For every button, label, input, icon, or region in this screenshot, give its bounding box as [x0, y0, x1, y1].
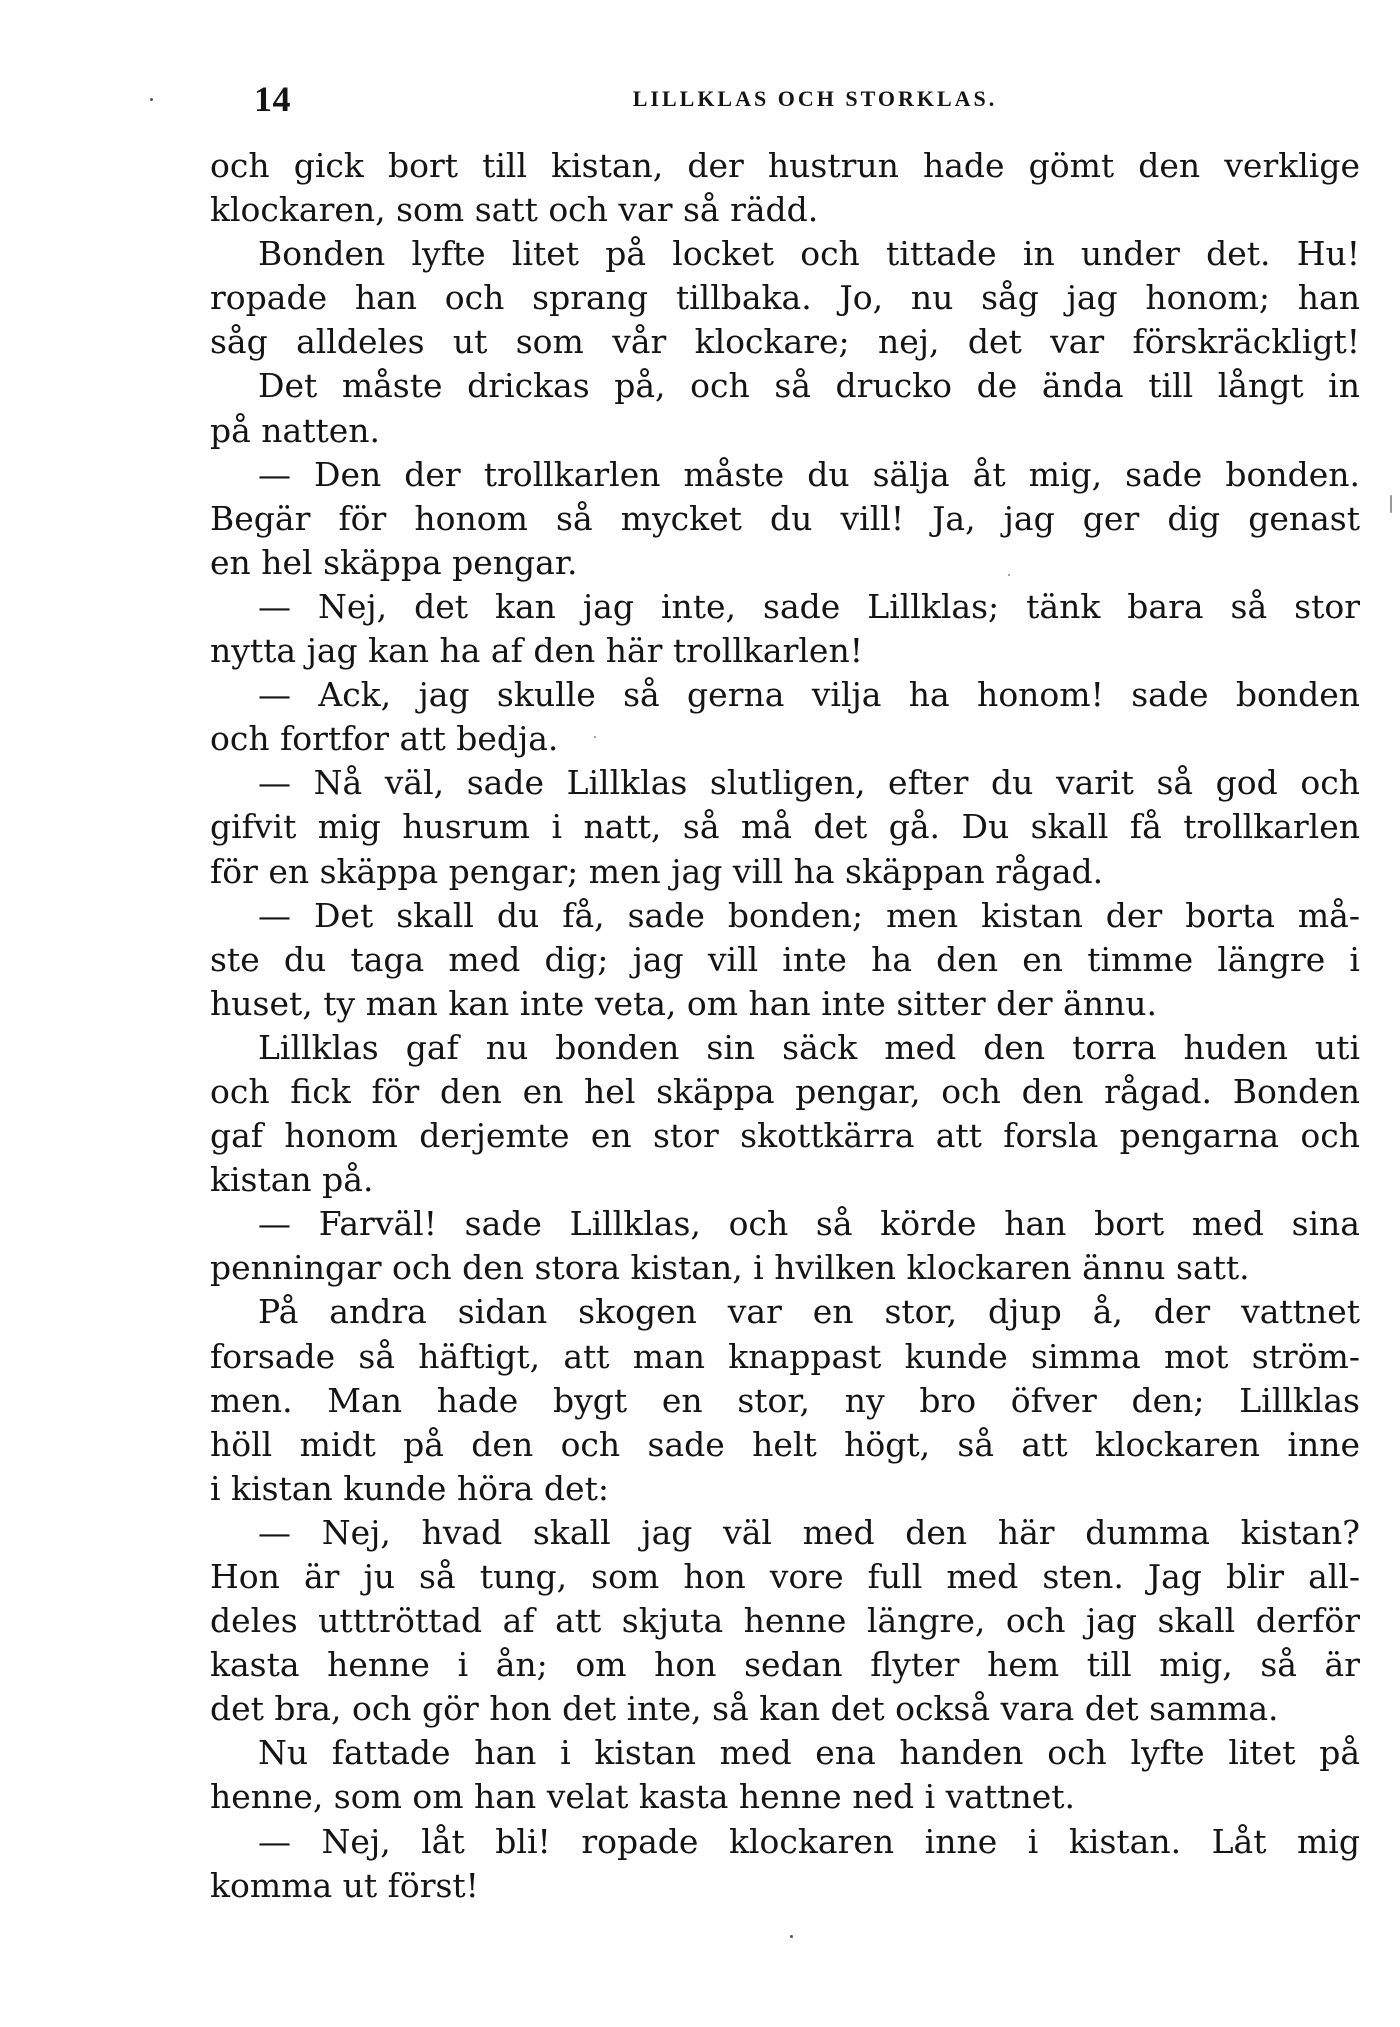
text-line: Lillklas gaf nu bonden sin säck med den torra huden uti: [258, 1027, 1360, 1067]
text-line: komma ut först!: [210, 1865, 479, 1905]
page-header: [210, 78, 1360, 128]
text-line: — Det skall du få, sade bonden; men kistan der borta må-: [258, 895, 1360, 935]
paper-speck: [150, 98, 153, 101]
paper-speck: [1008, 574, 1010, 576]
text-line: ste du taga med dig; jag vill inte ha den en timme längre i: [210, 939, 1360, 979]
book-page: [210, 0, 1360, 2027]
text-line: forsade så häftigt, att man knappast kunde simma mot ström-: [210, 1336, 1360, 1376]
text-line: Det måste drickas på, och så drucko de ända till långt in: [258, 366, 1360, 406]
paper-speck: [594, 736, 596, 738]
text-line: gaf honom derjemte en stor skottkärra att forsla pengarna och: [210, 1116, 1360, 1156]
text-line: gifvit mig husrum i natt, så må det gå. Du skall få trollkarlen: [210, 807, 1360, 847]
text-line: penningar och den stora kistan, i hvilken klockaren ännu satt.: [210, 1248, 1250, 1288]
text-line: och gick bort till kistan, der hustrun hade gömt den verklige: [210, 146, 1360, 185]
text-line: henne, som om han velat kasta henne ned i vattnet.: [210, 1777, 1076, 1817]
text-line: klockaren, som satt och var så rädd.: [210, 190, 819, 230]
text-line: det bra, och gör hon det inte, så kan det också vara det samma.: [210, 1689, 1279, 1729]
text-line: — Farväl! sade Lillklas, och så körde han bort med sina: [258, 1204, 1360, 1244]
text-line: och fortfor att bedja.: [210, 719, 559, 759]
text-line: På andra sidan skogen var en stor, djup å, der vattnet: [258, 1292, 1360, 1332]
text-line: höll midt på den och sade helt högt, så att klockaren inne: [210, 1424, 1360, 1464]
text-line: och fick för den en hel skäppa pengar, och den rågad. Bonden: [210, 1071, 1360, 1111]
paper-speck: [1390, 495, 1392, 513]
text-line: en hel skäppa pengar.: [210, 542, 578, 582]
text-line: nytta jag kan ha af den här trollkarlen!: [210, 631, 863, 671]
text-line: Begär för honom så mycket du vill! Ja, jag ger dig genast: [210, 498, 1360, 538]
text-line: kasta henne i ån; om hon sedan flyter hem till mig, så är: [210, 1645, 1360, 1685]
text-line: — Nej, det kan jag inte, sade Lillklas; tänk bara så stor: [258, 586, 1360, 626]
text-line: såg alldeles ut som vår klockare; nej, det var förskräckligt!: [210, 322, 1360, 362]
page-number: 14: [254, 79, 291, 119]
text-line: men. Man hade bygt en stor, ny bro öfver den; Lillklas: [210, 1380, 1360, 1420]
running-title: LILLKLAS OCH STORKLAS.: [632, 86, 998, 111]
text-line: för en skäppa pengar; men jag vill ha skäppan rågad.: [210, 851, 1104, 891]
text-line: Nu fattade han i kistan med ena handen och lyfte litet på: [258, 1733, 1360, 1773]
text-line: på natten.: [210, 410, 381, 450]
body-text: [210, 144, 1360, 1908]
paper-speck: [790, 1935, 793, 1938]
text-line: — Den der trollkarlen måste du sälja åt mig, sade bonden.: [258, 454, 1360, 494]
text-line: kistan på.: [210, 1160, 374, 1200]
text-line: — Nej, låt bli! ropade klockaren inne i kistan. Låt mig: [258, 1821, 1360, 1861]
text-line: — Ack, jag skulle så gerna vilja ha honom! sade bonden: [258, 675, 1360, 715]
text-line: i kistan kunde höra det:: [210, 1468, 609, 1508]
text-line: — Nå väl, sade Lillklas slutligen, efter du varit så god och: [258, 763, 1360, 803]
text-line: ropade han och sprang tillbaka. Jo, nu såg jag honom; han: [210, 278, 1360, 318]
text-line: Bonden lyfte litet på locket och tittade in under det. Hu!: [258, 234, 1360, 274]
text-line: — Nej, hvad skall jag väl med den här dumma kistan?: [258, 1512, 1360, 1552]
text-line: huset, ty man kan inte veta, om han inte sitter der ännu.: [210, 983, 1157, 1023]
text-line: deles utttröttad af att skjuta henne längre, och jag skall derför: [210, 1601, 1360, 1641]
text-line: Hon är ju så tung, som hon vore full med sten. Jag blir all-: [210, 1557, 1360, 1596]
